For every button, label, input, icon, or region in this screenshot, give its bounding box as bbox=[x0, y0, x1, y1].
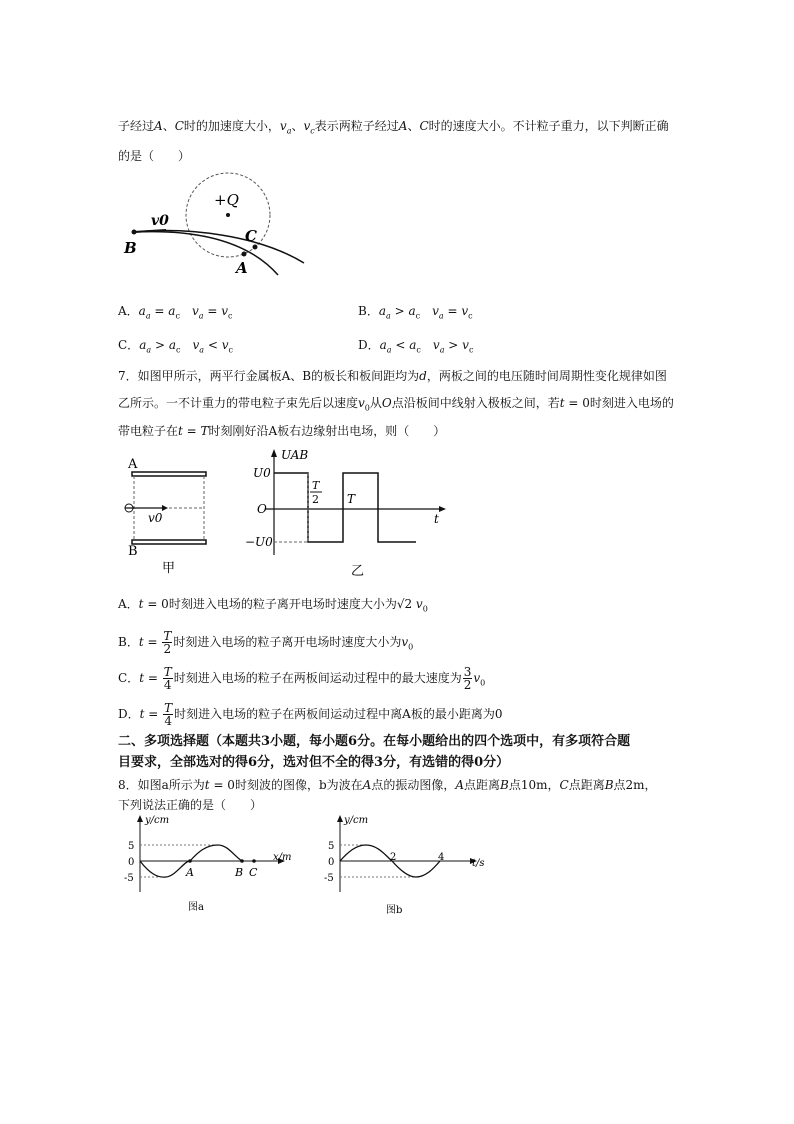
q7-line2: 乙所示。一不计重力的带电粒子束先后以速度$v_0$从O点沿板间中线射入极板之间，若t = 0时刻进入电场的 bbox=[118, 396, 674, 413]
q8b-tick-t4: 4 bbox=[438, 852, 445, 863]
q6-option-c[interactable]: C．$a_a > a_c$ $v_a < v_c$ bbox=[118, 338, 233, 355]
q6-point-a: A bbox=[236, 259, 248, 277]
q8a-tick-minus5: -5 bbox=[124, 873, 134, 884]
section2-heading-line1: 二、多项选择题（本题共3小题，每小题6分。在每小题给出的四个选项中，有多项符合题 bbox=[118, 734, 631, 749]
q8-figure-a bbox=[118, 812, 298, 917]
q6-option-b[interactable]: B．$a_a > a_c$ $v_a = v_c$ bbox=[358, 304, 473, 321]
q6-v0-label: v0 bbox=[151, 213, 169, 229]
q6-option-d[interactable]: D．$a_a < a_c$ $v_a > v_c$ bbox=[358, 338, 474, 355]
q7-neg-u0-label: −U0 bbox=[245, 535, 273, 549]
q7-option-d[interactable]: D．t = $\frac{T}{4}$ 时刻进入电场的粒子在两板间运动过程中离A板的最小距离为0 bbox=[118, 701, 503, 728]
q7-t-axis-label: t bbox=[434, 512, 439, 526]
q6-line2: 的是（ ） bbox=[118, 149, 191, 163]
q7-figure-jia bbox=[118, 452, 228, 577]
q7-option-b[interactable]: B．t = $\frac{T}{2}$ 时刻进入电场的粒子离开电场时速度大小为$v_0$ bbox=[118, 629, 414, 656]
q6-option-a[interactable]: A．$a_a = a_c$ $v_a = v_c$ bbox=[118, 304, 233, 321]
q8a-point-a: A bbox=[186, 866, 194, 879]
q6-charge-label: +Q bbox=[214, 191, 239, 209]
q8a-y-axis-label: y/cm bbox=[145, 815, 170, 826]
q7-line1: 7．如图甲所示，两平行金属板A、B的板长和板间距均为d，两板之间的电压随时间周期性变化规律如图 bbox=[118, 369, 667, 383]
q8b-tick-0: 0 bbox=[328, 857, 335, 868]
q7-period-label: T bbox=[347, 492, 356, 506]
q8b-y-axis-label: y/cm bbox=[344, 815, 369, 826]
q7-origin-label: O bbox=[257, 502, 267, 516]
q8-line1: 8．如图a所示为t = 0时刻波的图像，b为波在A点的振动图像，A点距离B点10m，C点距离B点2m， bbox=[118, 778, 657, 792]
q7-figure-yi bbox=[245, 445, 455, 580]
q8-figure-b bbox=[322, 812, 492, 917]
q7-plate-a-label: A bbox=[128, 457, 138, 472]
section2-heading-line2: 目要求，全部选对的得6分，选对但不全的得3分，有选错的得0分） bbox=[118, 755, 510, 770]
q7-plate-b-label: B bbox=[128, 544, 138, 559]
q6-point-b: B bbox=[124, 239, 137, 257]
q8a-x-axis-label: x/m bbox=[273, 852, 292, 863]
q7-v0-label: v0 bbox=[148, 511, 163, 525]
q7-option-a[interactable]: A．t = 0时刻进入电场的粒子离开电场时速度大小为√2 $v_0$ bbox=[118, 597, 428, 614]
q7-u0-label: U0 bbox=[253, 466, 271, 480]
q8a-tick-0: 0 bbox=[128, 857, 135, 868]
q8a-point-b: B bbox=[235, 866, 244, 879]
q6-line1: 子经过A、C时的加速度大小，$v_a$、$v_c$表示两粒子经过A、C时的速度大小。不计粒子重力，以下判断正确 bbox=[118, 119, 669, 136]
q7-caption-yi: 乙 bbox=[351, 564, 365, 579]
q7-caption-jia: 甲 bbox=[162, 561, 176, 576]
q7-y-axis-label: UAB bbox=[281, 448, 309, 462]
q6-point-c: C bbox=[245, 227, 257, 245]
q8b-x-axis-label: t/s bbox=[472, 858, 485, 869]
q8b-tick-t2: 2 bbox=[390, 852, 397, 863]
q7-half-t-denominator: 2 bbox=[312, 493, 319, 506]
q7-half-t-numerator: T bbox=[312, 479, 320, 492]
q8b-tick-minus5: -5 bbox=[324, 873, 334, 884]
q6-figure bbox=[118, 165, 318, 280]
q8a-caption: 图a bbox=[188, 902, 204, 913]
q7-line3: 带电粒子在t = T时刻刚好沿A板右边缘射出电场，则（ ） bbox=[118, 424, 446, 438]
q8-line2: 下列说法正确的是（ ） bbox=[118, 798, 263, 812]
q7-option-c[interactable]: C．t = $\frac{T}{4}$ 时刻进入电场的粒子在两板间运动过程中的最大速度为 $\frac{3}{2}$ $v_0$ bbox=[118, 665, 486, 692]
q8b-caption: 图b bbox=[386, 905, 403, 916]
q8a-point-c: C bbox=[249, 866, 258, 879]
q8a-tick-5: 5 bbox=[128, 841, 135, 852]
q8b-tick-5: 5 bbox=[328, 841, 335, 852]
